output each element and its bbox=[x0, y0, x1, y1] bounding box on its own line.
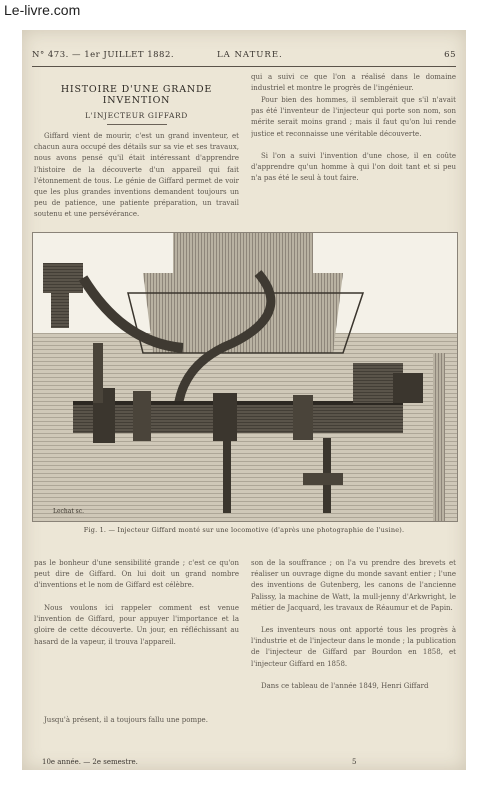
paragraph: Nous voulons ici rappeler comment est venue l'invention de Giffard, pour appuyer l'importance et la gloire de cette découverte. Un jour, en réfléchissant au hasard de la vapeur, il trouva l'appareil. bbox=[34, 604, 239, 646]
bottom-left-column bbox=[34, 558, 239, 727]
paragraph: Pour bien des hommes, il semblerait que s'il n'avait pas été l'inventeur de l'injecteur qui porte son nom, son mérite serait moins grand ; mais il faut qu'on lui rende justice et reconnaisse une véritable découverte. bbox=[251, 96, 456, 138]
paragraph: qui a suivi ce que l'on a réalisé dans le domaine industriel et montre le progrès de l'ingénieur. bbox=[251, 73, 456, 93]
article-subtitle: L'INJECTEUR GIFFARD bbox=[85, 111, 188, 120]
header-rule bbox=[32, 66, 456, 67]
bottom-right-column bbox=[251, 558, 456, 693]
paragraph: pas le bonheur d'une sensibilité grande ; c'est ce qu'on peut dire de Giffard. On lui doit un grand nombre d'inventions et le nom de Giffard est célèbre. bbox=[34, 559, 239, 590]
paragraph: Giffard vient de mourir, c'est un grand inventeur, et chacun aura occupé des détails sur sa vie et ses travaux, nous avons pensé qu'il était intéressant d'apprendre l'histoire de la découverte d'un appareil qui fait l'étonnement de tous. Le génie de Giffard permet de voir que les plus grandes inventions demandent toujours un peu de patience, une patiente préparation, un travail soutenu et une persévérance. bbox=[34, 132, 239, 219]
paragraph: Dans ce tableau de l'année 1849, Henri Giffard bbox=[261, 682, 429, 690]
figure-caption: Fig. 1. — Injecteur Giffard monté sur une locomotive (d'après une photographie de l'usine). bbox=[83, 526, 405, 534]
right-column bbox=[251, 72, 456, 207]
paragraph: Les inventeurs nous ont apporté tous les progrès à l'industrie et de l'injecteur dans le monde ; la publication de l'injecteur de Giffard par Bourdon en 1858, et l'injecteur Giffard en 1858. bbox=[251, 626, 456, 668]
engraving-figure bbox=[32, 232, 458, 522]
book-page bbox=[22, 30, 466, 770]
issue-date: N° 473. — 1er JUILLET 1882. bbox=[32, 50, 175, 60]
sheet-number: 5 bbox=[352, 758, 357, 766]
svg-text:Lechat sc.: Lechat sc. bbox=[53, 508, 85, 515]
page-footer bbox=[32, 758, 456, 768]
paragraph: Jusqu'à présent, il a toujours fallu une pompe. bbox=[44, 716, 208, 724]
site-logo[interactable]: Le-livre.com bbox=[4, 2, 81, 18]
article-title: HISTOIRE D'UNE GRANDE INVENTION bbox=[60, 84, 213, 106]
running-header bbox=[32, 50, 456, 64]
page-number: 65 bbox=[444, 50, 456, 60]
left-column bbox=[34, 72, 239, 243]
signature-mark: 10e année. — 2e semestre. bbox=[42, 758, 138, 766]
title-rule bbox=[107, 124, 167, 125]
journal-title: LA NATURE. bbox=[217, 50, 283, 60]
paragraph: son de la souffrance ; on l'a vu prendre des brevets et réaliser un ouvrage digne du monde savant entier ; l'une des inventions de Gutenberg, les canons de l'ancienne Palissy, la machine de Watt, la mull-jenny d'Arkwright, le métier de Jacquard, les travaux de Réaumur et de Papin. bbox=[251, 559, 456, 612]
paragraph: Si l'on a suivi l'invention d'une chose, il en coûte d'apprendre qu'un homme à qui l'on doit tant et si peu n'a pas été le seul à tout faire. bbox=[251, 152, 456, 183]
